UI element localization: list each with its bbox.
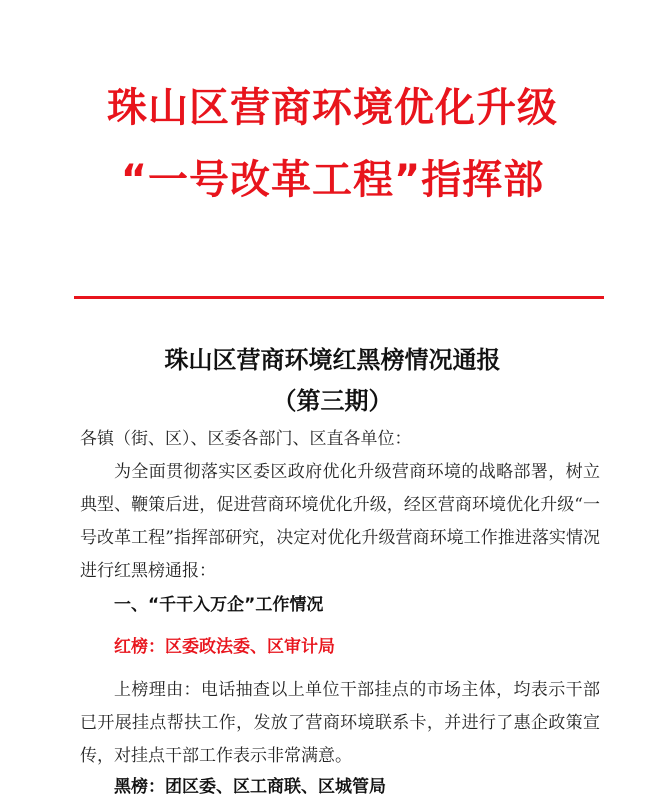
red-list-reason-paragraph: 上榜理由：电话抽查以上单位干部挂点的市场主体，均表示干部已开展挂点帮扶工作，发放了营商环境联系卡，并进行了惠企政策宣传，对挂点干部工作表示非常满意。 — [80, 680, 600, 766]
header-title-line2: “一号改革工程”指挥部 — [120, 157, 545, 203]
document-issue: （第三期） — [272, 387, 393, 415]
intro-paragraph: 为全面贯彻落实区委区政府优化升级营商环境的战略部署，树立典型、鞭策后进，促进营商环境优化升级，经区营商环境优化升级“一号改革工程”指挥部研究，决定对优化升级营商环境工作推进落实情况进行红黑榜通报： — [80, 462, 600, 581]
red-list-line: 红榜：区委政法委、区审计局 — [114, 637, 335, 657]
document-title: 珠山区营商环境红黑榜情况通报 — [164, 346, 501, 374]
addressee-line: 各镇（街、区）、区委各部门、区直各单位： — [80, 429, 412, 449]
red-divider-rule — [74, 296, 604, 299]
black-list-line: 黑榜：团区委、区工商联、区城管局 — [114, 777, 386, 797]
header-title-line1: 珠山区营商环境优化升级 — [107, 85, 558, 131]
section-heading: 一、“千干入万企”工作情况 — [114, 595, 324, 615]
